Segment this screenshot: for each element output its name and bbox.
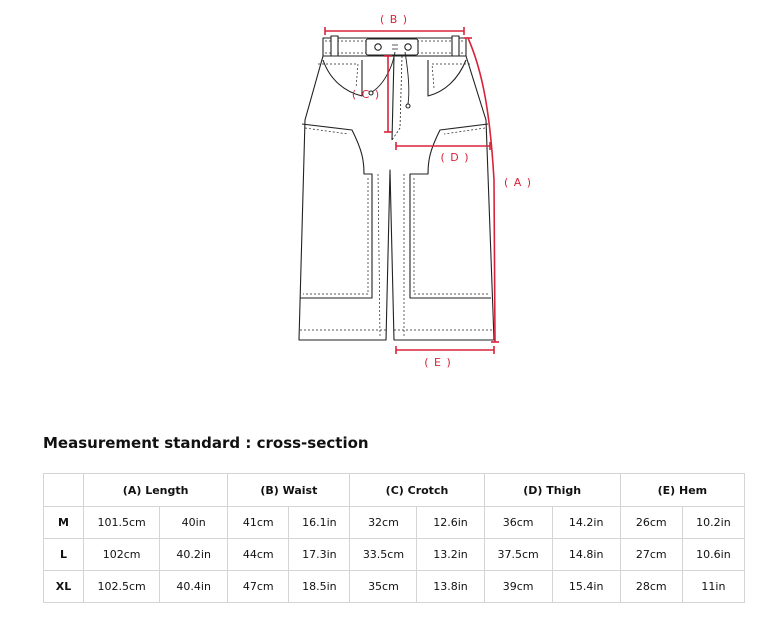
header-hem: (E) Hem: [620, 474, 744, 507]
table-cell: 33.5cm: [350, 539, 417, 571]
table-cell: 12.6in: [417, 507, 484, 539]
page-title: Measurement standard : cross-section: [43, 434, 369, 452]
table-cell: 40in: [160, 507, 228, 539]
header-waist: (B) Waist: [228, 474, 350, 507]
table-cell: 26cm: [620, 507, 682, 539]
table-cell: 102cm: [84, 539, 160, 571]
garment-outline: [299, 36, 494, 340]
label-e: ( E ): [424, 356, 452, 369]
header-crotch: (C) Crotch: [350, 474, 484, 507]
table-row: [44, 539, 745, 571]
size-label: L: [44, 539, 84, 571]
label-d: ( D ): [440, 151, 470, 164]
table-cell: 39cm: [484, 571, 552, 603]
table-cell: 35cm: [350, 571, 417, 603]
corner-cell: [44, 474, 84, 507]
table-cell: 28cm: [620, 571, 682, 603]
label-b: ( B ): [379, 13, 409, 26]
table-cell: 13.8in: [417, 571, 484, 603]
table-cell: 36cm: [484, 507, 552, 539]
header-thigh: (D) Thigh: [484, 474, 620, 507]
table-cell: 47cm: [228, 571, 289, 603]
label-a: ( A ): [503, 176, 533, 189]
size-label: M: [44, 507, 84, 539]
table-cell: 101.5cm: [84, 507, 160, 539]
table-cell: 40.2in: [160, 539, 228, 571]
table-row: [44, 507, 745, 539]
table-cell: 10.2in: [682, 507, 744, 539]
header-length: (A) Length: [84, 474, 228, 507]
size-table: [43, 473, 745, 603]
table-cell: 18.5in: [289, 571, 350, 603]
table-cell: 16.1in: [289, 507, 350, 539]
table-cell: 13.2in: [417, 539, 484, 571]
table-cell: 32cm: [350, 507, 417, 539]
table-cell: 14.8in: [552, 539, 620, 571]
header-row: [44, 474, 745, 507]
table-cell: 37.5cm: [484, 539, 552, 571]
table-row: [44, 571, 745, 603]
label-c: ( C ): [351, 88, 381, 101]
table-cell: 44cm: [228, 539, 289, 571]
table-cell: 40.4in: [160, 571, 228, 603]
table-cell: 17.3in: [289, 539, 350, 571]
table-cell: 27cm: [620, 539, 682, 571]
table-cell: 14.2in: [552, 507, 620, 539]
table-cell: 11in: [682, 571, 744, 603]
table-cell: 102.5cm: [84, 571, 160, 603]
table-cell: 41cm: [228, 507, 289, 539]
table-cell: 10.6in: [682, 539, 744, 571]
table-cell: 15.4in: [552, 571, 620, 603]
size-label: XL: [44, 571, 84, 603]
